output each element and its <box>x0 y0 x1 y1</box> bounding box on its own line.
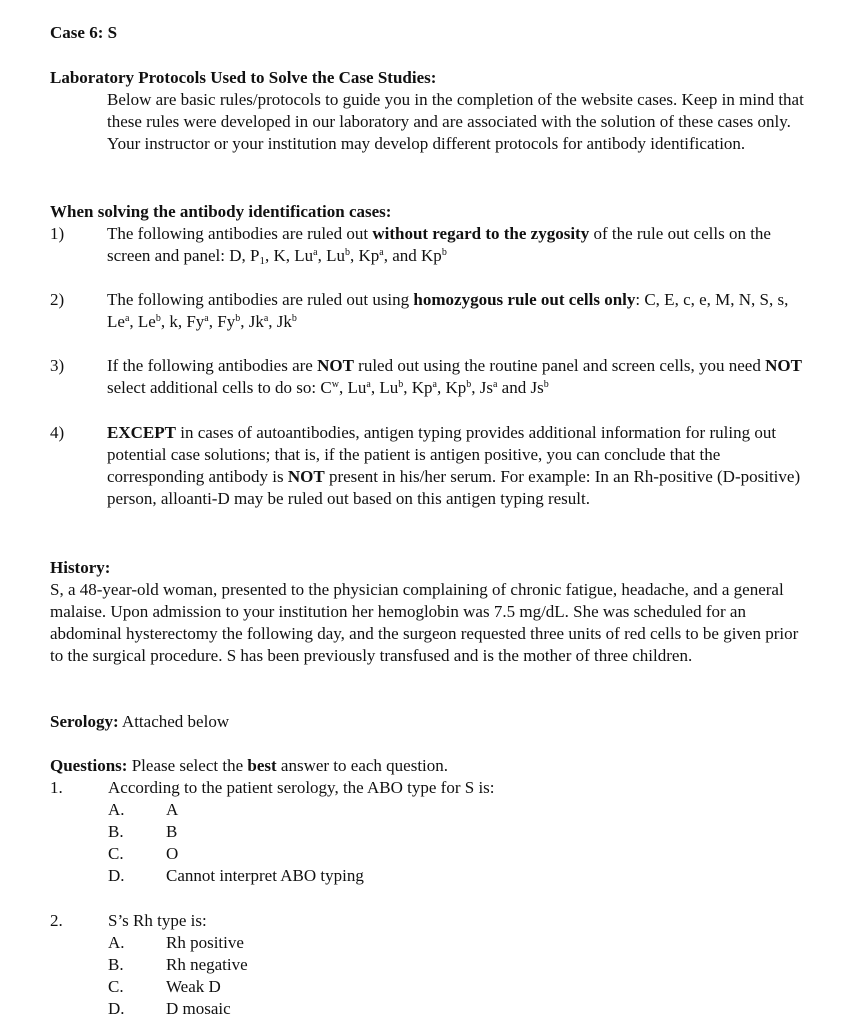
rule-text-segment: present in his/her serum. For example: In an Rh-positive (D-positive) person, alloanti-D may be ruled out based on this antigen typing result. <box>107 467 801 508</box>
rule-text-segment: , k, Fy <box>160 312 205 331</box>
case-title: Case 6: S <box>50 23 118 42</box>
option-letter: B. <box>108 955 124 974</box>
rule-emphasis: homozygous rule out cells only <box>413 290 636 309</box>
rule-text-segment: of the rule out cells on the screen and panel: D, P <box>107 224 771 265</box>
protocols-heading: Laboratory Protocols Used to Solve the Case Studies: <box>50 68 437 87</box>
question-1-text: According to the patient serology, the ABO type for S is: <box>108 778 495 797</box>
option-letter: C. <box>108 844 124 863</box>
rule-text-segment: , Le <box>129 312 156 331</box>
superscript: a <box>366 379 371 390</box>
superscript: a <box>204 313 209 324</box>
rule-text-segment: , Lu <box>338 378 367 397</box>
option-letter: A. <box>108 933 125 952</box>
serology-line <box>50 711 810 733</box>
serology-heading: Serology: <box>50 712 119 731</box>
rule-emphasis: NOT <box>287 467 325 486</box>
option-text[interactable]: Rh negative <box>166 955 248 974</box>
rule-text-segment: , Kp <box>350 246 380 265</box>
question-number: 1. <box>50 778 63 797</box>
subscript: 1 <box>259 255 265 267</box>
rule-text-segment: , Js <box>471 378 493 397</box>
option-text[interactable]: Weak D <box>166 977 221 996</box>
superscript: b <box>155 313 161 324</box>
rule-2-text <box>107 289 807 333</box>
option-text[interactable]: O <box>166 844 179 863</box>
protocols-intro: Below are basic rules/protocols to guide you in the completion of the website cases. Keep in mind that these rules were developed in our laboratory and are associated with the solution of these cases only. Your instructor or your institution may develop different protocols for antibody identification. <box>107 90 804 153</box>
rule-text-segment: , Kp <box>403 378 433 397</box>
superscript: a <box>432 379 437 390</box>
superscript: a <box>263 313 269 324</box>
questions-intro-text: Please select the <box>127 756 248 775</box>
option-letter: D. <box>108 866 125 885</box>
rule-text-segment: select additional cells to do so: C <box>107 378 332 397</box>
history-text: S, a 48-year-old woman, presented to the physician complaining of chronic fatigue, headache, and a general malaise. Upon admission to your institution her hemoglobin was 7.5 mg/dL. She was scheduled for an abdominal hysterectomy the following day, and the surgeon requested three units of red cells to be given prior to the surgical procedure. S has been previously transfused and is the mother of three children. <box>50 580 799 665</box>
superscript: b <box>345 247 350 258</box>
option-letter: C. <box>108 977 124 996</box>
superscript: b <box>398 379 404 390</box>
option-text[interactable]: D mosaic <box>166 999 231 1018</box>
rule-text-segment: , Kp <box>436 378 467 397</box>
questions-heading: Questions: <box>50 756 128 775</box>
rule-emphasis: NOT <box>765 356 802 375</box>
rule-text-segment: The following antibodies are ruled out <box>107 224 373 243</box>
question-number: 2. <box>50 911 63 930</box>
rule-text-segment: , Fy <box>208 312 236 331</box>
rule-text-segment: , Jk <box>240 312 264 331</box>
rule-text-segment: If the following antibodies are <box>107 356 318 375</box>
option-text[interactable]: Cannot interpret ABO typing <box>166 866 364 885</box>
option-text[interactable]: B <box>166 822 178 841</box>
questions-intro-text: answer to each question. <box>276 756 449 775</box>
rule-emphasis: without regard to the zygosity <box>372 224 590 243</box>
superscript: a <box>313 247 318 258</box>
question-2-text: S’s Rh type is: <box>108 911 207 930</box>
questions-intro <box>50 755 810 777</box>
option-text[interactable]: Rh positive <box>166 933 244 952</box>
superscript: a <box>492 379 498 390</box>
superscript: b <box>466 379 472 390</box>
rule-number: 1) <box>50 224 65 243</box>
rule-text-segment: ruled out using the routine panel and screen cells, you need <box>353 356 766 375</box>
rule-text-segment: , Jk <box>268 312 292 331</box>
rule-emphasis: EXCEPT <box>107 423 176 442</box>
superscript: a <box>124 313 130 324</box>
superscript: b <box>441 247 447 258</box>
superscript: a <box>379 247 384 258</box>
rule-number: 3) <box>50 356 65 375</box>
superscript: b <box>235 313 241 324</box>
superscript: b <box>543 379 549 390</box>
option-letter: B. <box>108 822 124 841</box>
option-letter: D. <box>108 999 125 1018</box>
option-text[interactable]: A <box>166 800 179 819</box>
rule-text-segment: , K, Lu <box>264 246 314 265</box>
rule-text-segment: in cases of autoantibodies, antigen typing provides additional information for ruling out potential case solutions; that is, if the patient is antigen positive, you can conclude that the corresponding antibody is <box>107 423 777 486</box>
serology-text: Attached below <box>118 712 230 731</box>
rule-3-text <box>107 355 807 399</box>
rule-emphasis: NOT <box>317 356 354 375</box>
rule-text-segment: The following antibodies are ruled out using <box>107 290 414 309</box>
rule-text-segment: , Lu <box>370 378 399 397</box>
rule-text-segment: , and Kp <box>383 246 442 265</box>
rule-4-text <box>107 422 807 510</box>
rule-number: 4) <box>50 423 65 442</box>
questions-emphasis: best <box>247 756 277 775</box>
rule-number: 2) <box>50 290 65 309</box>
rule-text-segment: , Lu <box>317 246 345 265</box>
option-letter: A. <box>108 800 125 819</box>
superscript: w <box>331 379 339 390</box>
history-heading: History: <box>50 558 111 577</box>
rule-1-text <box>107 223 807 267</box>
rule-text-segment: and Js <box>497 378 544 397</box>
rule-text-segment: : C, E, c, e, M, N, S, s, Le <box>107 290 789 331</box>
rules-heading: When solving the antibody identification cases: <box>50 202 392 221</box>
superscript: b <box>291 313 297 324</box>
